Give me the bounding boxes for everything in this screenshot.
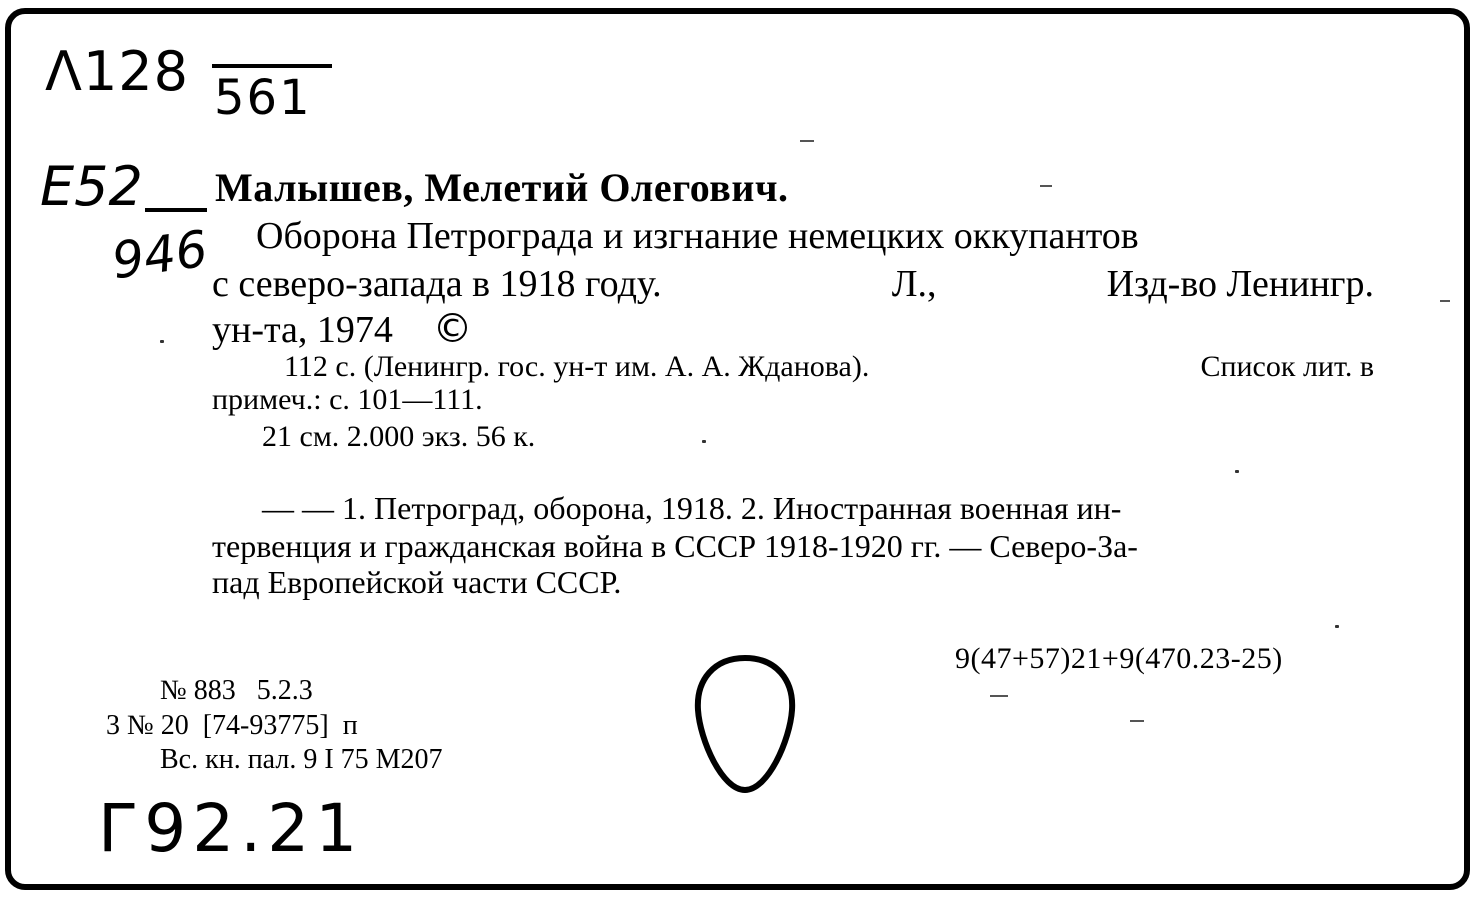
scan-dash <box>1440 300 1450 302</box>
scan-dash <box>1130 720 1144 722</box>
handwritten-call-number: Λ128 <box>45 40 190 103</box>
description-line-2: примеч.: с. 101—111. <box>212 383 483 416</box>
fraction-bar <box>212 64 332 68</box>
title-line-2-place: с северо-запада в 1918 году. <box>212 263 662 305</box>
subject-line-1: — — 1. Петроград, оборона, 1918. 2. Иностранная военная ин- <box>262 490 1122 526</box>
scan-dash <box>800 140 814 142</box>
bibliography-note: Список лит. в <box>1200 350 1374 383</box>
publisher: Изд-во Ленингр. <box>1106 263 1374 305</box>
publication-city: Л., <box>891 263 937 305</box>
title-line-1: Оборона Петрограда и изгнание немецких оккупантов <box>256 215 1139 257</box>
subject-line-3: пад Европейской части СССР. <box>212 564 622 600</box>
book-chamber-line: Вс. кн. пал. 9 I 75 М207 <box>160 744 443 775</box>
scan-dash <box>1040 185 1052 187</box>
copyright-icon: © <box>432 306 473 352</box>
scan-speck <box>702 440 706 443</box>
title-line-3 <box>212 306 472 352</box>
classification-index: 9(47+57)21+9(470.23-25) <box>955 642 1283 675</box>
scan-speck <box>1335 625 1339 628</box>
card-hole-icon <box>692 652 798 798</box>
scan-speck <box>1235 470 1239 473</box>
description-line-3: 21 см. 2.000 экз. 56 к. <box>262 420 536 453</box>
pagination: 112 с. (Ленингр. гос. ун-т им. А. А. Жданова). <box>284 350 870 383</box>
card-registry-line: 3 № 20 [74-93775] п <box>106 710 358 741</box>
subject-line-2: тервенция и гражданская война в СССР 1918-1920 гг. — Северо-За- <box>212 528 1138 564</box>
description-line-1 <box>284 350 1374 384</box>
scan-speck <box>160 340 164 343</box>
handwritten-bottom-code: Г92.21 <box>98 790 364 867</box>
handwritten-fraction-denominator: 561 <box>214 70 312 126</box>
scan-dash <box>990 695 1008 697</box>
shelf-mark-bar <box>145 208 207 212</box>
handwritten-shelf-mark-lower: 946 <box>108 219 212 291</box>
card-number-line: № 883 5.2.3 <box>160 675 313 706</box>
author-heading: Малышев, Мелетий Олегович. <box>215 165 789 210</box>
handwritten-shelf-mark-upper: E52 <box>40 155 143 218</box>
publisher-year: ун-та, 1974 <box>212 309 393 351</box>
title-line-2 <box>212 262 1374 306</box>
